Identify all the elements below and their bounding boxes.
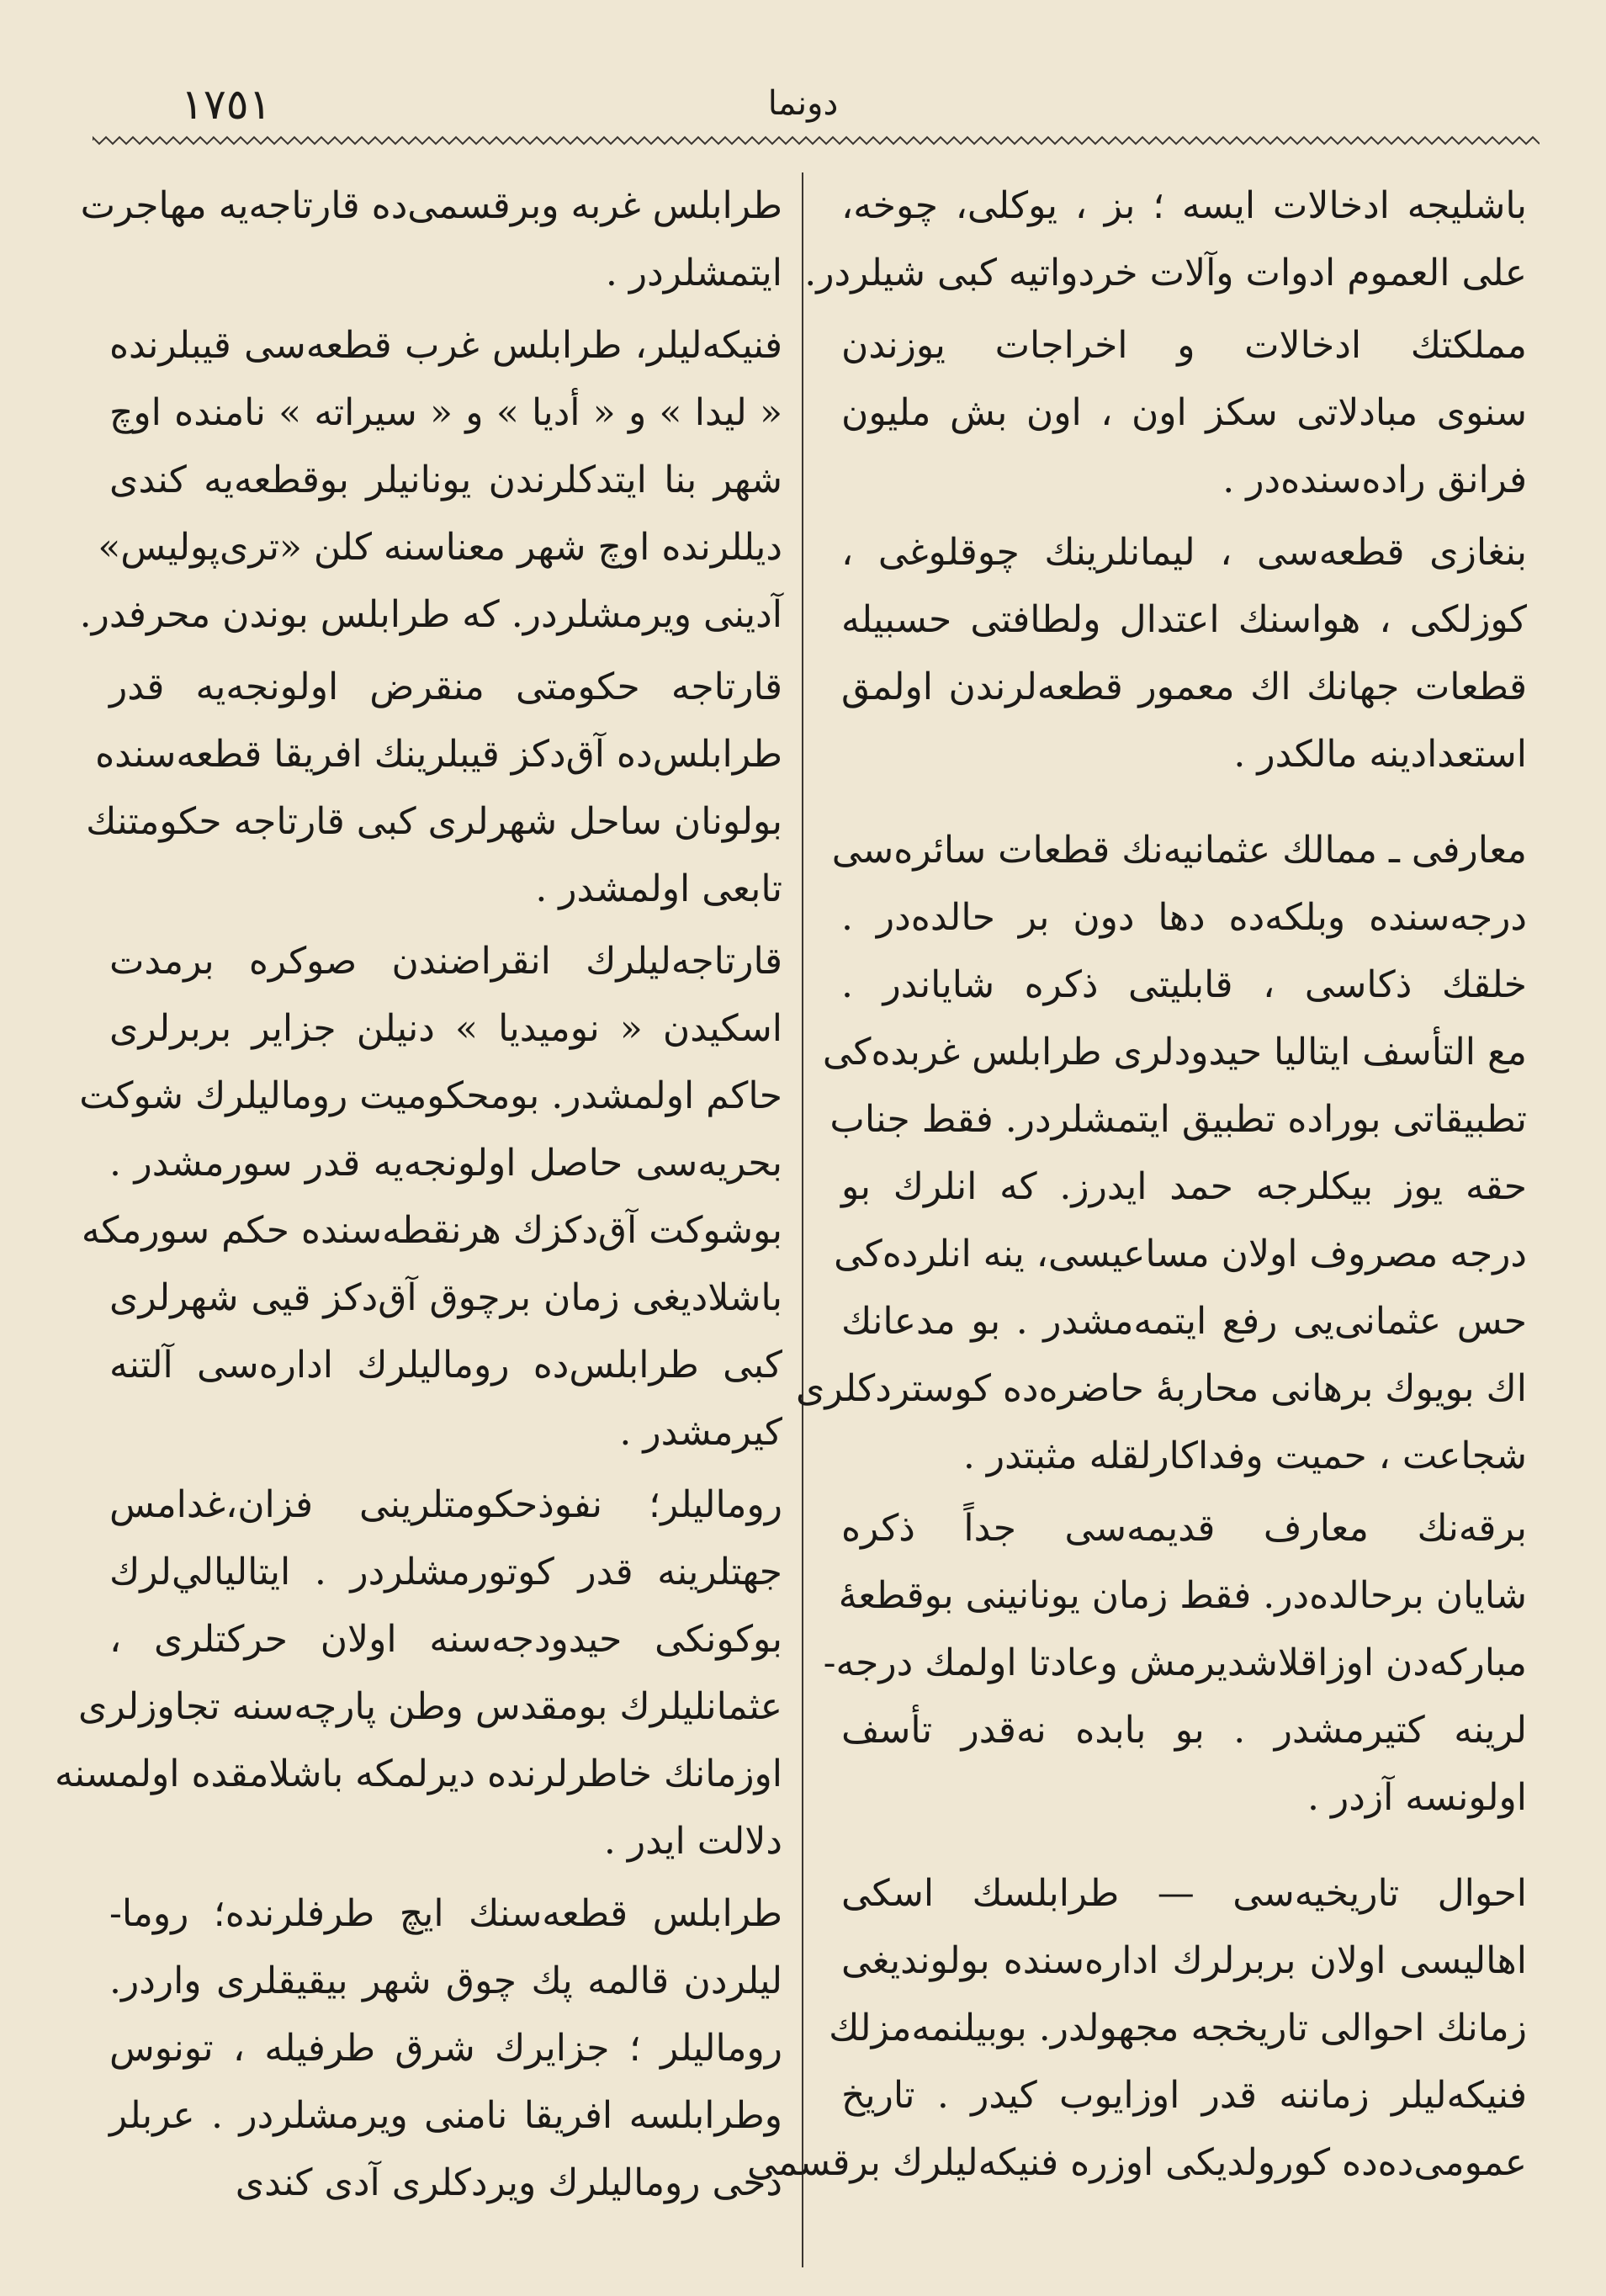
paragraph [804,172,1527,307]
text-line: روماليلر ؛ جزايرك شرق طرفيله ، تونوس [109,2027,782,2070]
text-line: لرينه كتيرمشدر . بو بابده نه‌قدر تأسف [841,1709,1527,1752]
text-line: تابعى اولمشدر . [535,867,782,910]
text-line: مباركه‌دن اوزاقلاشديرمش وعادتا اولمك درجه- [823,1641,1527,1684]
paragraph [109,1880,782,2217]
text-line: جهتلرينه قدر كوتورمشلردر . ايتاليالي‌لرك [109,1551,782,1593]
text-line: « ليدا » و « أديا » و « سيراته » نامنده اوچ [109,391,782,434]
right-text-column [746,172,1527,2202]
paragraph [746,1860,1527,2197]
text-line: باشلاديغى زمان برچوق آق‌دكز قيى شهرلرى [109,1276,782,1319]
text-line: فرانق راده‌سنده‌در . [1222,459,1527,501]
text-line: على العموم ادوات وآلات خردواتيه كبى شيلردر. [804,252,1527,294]
paragraph [86,654,782,923]
text-line: طرابلس‌ده آق‌دكز قيبلرينك افريقا قطعه‌سنده [95,733,782,776]
header-wavy-rule [93,133,1540,148]
text-line: بنغازى قطعه‌سى ، ليمانلرينك چوقلوغى ، [841,531,1527,574]
text-line: اك بويوك برهانى محاربهٔ حاضره‌ده كوستردكلرى [795,1367,1527,1410]
paragraph [79,312,782,649]
text-line: زمانك احوالى تاريخجه مجهولدر. بوبيلنمه‌مزلك [829,2007,1527,2049]
text-line: قارتاجه‌ليلرك انقراضندن صوكره برمدت [109,940,782,983]
text-line: درجه‌سنده وبلكه‌ده دها دون بر حالده‌در . [841,896,1527,939]
paragraph [841,312,1527,514]
text-line: بولونان ساحل شهرلرى كبى قارتاجه حكومتنك [86,800,782,843]
paragraph [55,1471,782,1875]
left-text-column [55,172,782,2222]
text-line: حقه يوز بيكلرجه حمد ايدرز. كه انلرك بو [841,1165,1527,1208]
paragraph [823,1495,1527,1832]
text-line: بحريه‌سى حاصل اولونجه‌يه قدر سورمشدر . [109,1142,782,1185]
text-line: فنيكه‌ليلر، طرابلس غرب قطعه‌سى قيبلرنده [109,324,782,367]
text-line: اسكيدن « نوميديا » دنيلن جزاير بربرلرى [109,1007,782,1050]
text-line: روماليلر؛ نفوذحكومتلرينى فزان،غدامس [109,1483,782,1526]
text-line: حاكم اولمشدر. بومحكوميت روماليلرك شوكت [79,1074,782,1117]
text-line: وطرابلسه افريقا نامنى ويرمشلردر . عربلر [109,2094,782,2137]
text-line: فنيكه‌ليلر زماننه قدر اوزايوب كيدر . تاريخ [841,2074,1527,2117]
text-line: بوكونكى حيدودجه‌سنه اولان حركتلرى ، [109,1618,782,1661]
text-line: خلقك ذكاسى ، قابليتى ذكره شاياندر . [841,963,1527,1006]
text-line: تطبيقاتى بوراده تطبيق ايتمشلردر. فقط جناب [830,1098,1527,1141]
text-line: كيرمشدر . [619,1411,782,1454]
text-line: شجاعت ، حميت وفداكارلقله مثبتدر . [962,1434,1527,1477]
text-line: احوال تاريخيه‌سى — طرابلسك اسكى [841,1872,1527,1915]
text-line: دلالت ايدر . [603,1820,782,1863]
text-line: استعدادينه مالكدر . [1233,733,1527,776]
text-line: اهاليسى اولان بربرلرك اداره‌سنده بولونديغى [841,1939,1527,1982]
running-title: دونما [767,84,839,123]
paragraph [795,817,1527,1490]
text-line: كبى طرابلس‌ده روماليلرك اداره‌سى آلتنه [109,1344,782,1387]
text-line: برقه‌نك معارف قديمه‌سى جداً ذكره [841,1507,1527,1550]
text-line: باشليجه ادخالات ايسه ؛ بز ، يوكلى، چوخه، [841,184,1527,227]
text-line: ايتمشلردر . [605,252,782,294]
text-line: معارفى ـ ممالك عثمانيه‌نك قطعات سائره‌سى [831,829,1527,872]
column-divider [802,172,803,2267]
paragraph [80,172,782,307]
text-line: شايان برحالده‌در. فقط زمان يونانينى بوقطعهٔ [838,1574,1527,1617]
text-line: حس عثمانى‌يى رفع ايتمه‌مشدر . بو مدعانك [841,1300,1527,1343]
text-line: بوشوكت آق‌دكزك هرنقطه‌سنده حكم سورمكه [81,1209,782,1252]
text-line: عثمانليلرك بومقدس وطن پارچه‌سنه تجاوزلرى [78,1685,782,1728]
text-line: مع التأسف ايتاليا حيدودلرى طرابلس غربده‌كى [822,1031,1527,1074]
text-line: قارتاجه حكومتى منقرض اولونجه‌يه قدر [109,665,782,708]
text-line: كوزلكى ، هواسنك اعتدال ولطافتى حسبيله [841,598,1527,641]
text-line: سنوى مبادلاتى سكز اون ، اون بش مليون [841,391,1527,434]
text-line: طرابلس غربه وبرقسمى‌ده قارتاجه‌يه مهاجرت [80,184,782,227]
text-line: اوزمانك خاطرلرنده ديرلمكه باشلامقده اولمسنه [55,1752,782,1795]
text-line: درجه مصروف اولان مساعيسى، ينه انلرده‌كى [834,1233,1527,1275]
text-line: قطعات جهانك اك معمور قطعه‌لرندن اولمق [841,665,1527,708]
paragraph [841,519,1527,788]
text-line: شهر بنا ايتدكلرندن يونانيلر بوقطعه‌يه كندى [109,459,782,501]
text-line: مملكتك ادخالات و اخراجات يوزندن [841,324,1527,367]
text-line: دخى روماليلرك ويردكلرى آدى كندى [235,2161,782,2204]
text-line: ديللرنده اوچ شهر معناسنه كلن «ترى‌پوليس» [98,526,782,569]
text-line: اولونسه آزدر . [1307,1776,1527,1819]
paragraph [79,928,782,1466]
text-line: ليلردن قالمه پك چوق شهر بيقيقلرى واردر. [109,1959,782,2002]
page-number: ١٧٥١ [181,80,272,129]
text-line: آدينى ويرمشلردر. كه طرابلس بوندن محرفدر. [79,593,782,636]
text-line: طرابلس قطعه‌سنك ايچ طرفلرنده؛ روما- [109,1892,782,1935]
text-line: عمومى‌ده‌ده كورولديكى اوزره فنيكه‌ليلرك برقسمى [746,2141,1527,2184]
